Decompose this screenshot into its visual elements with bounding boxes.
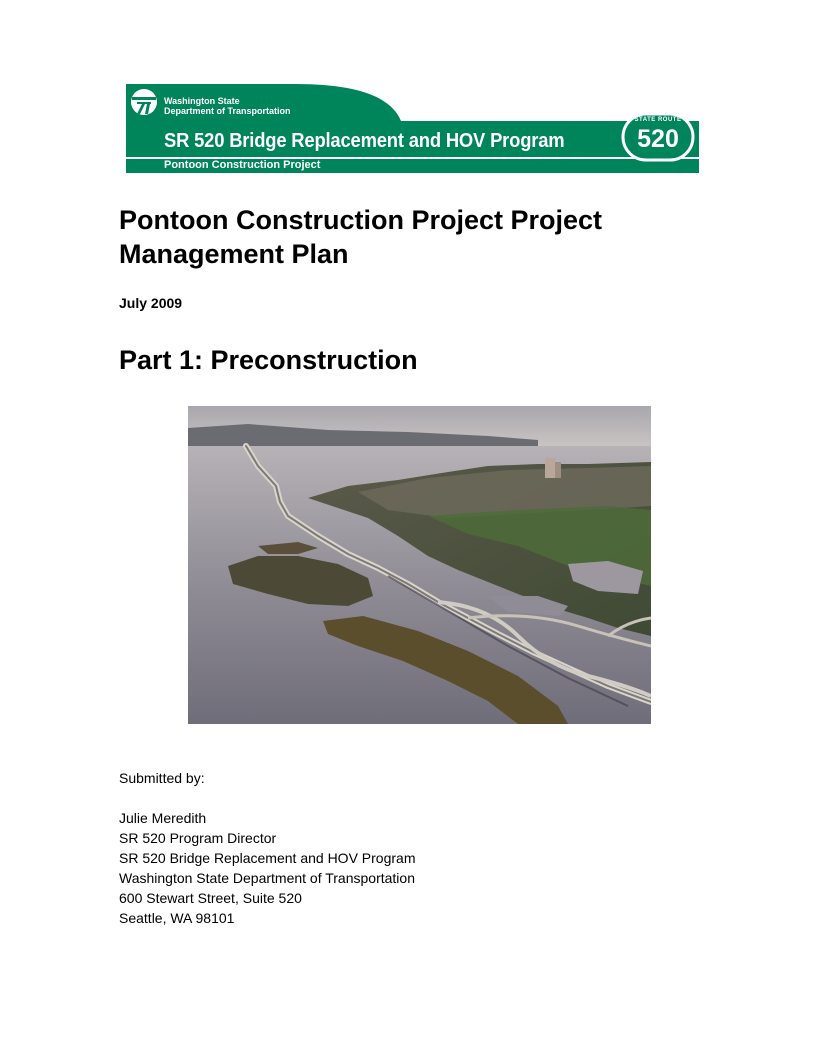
contact-block: [119, 808, 415, 928]
part-title: Part 1: Preconstruction: [119, 345, 418, 375]
program-banner: [126, 84, 699, 173]
route-shield-label: STATE ROUTE: [634, 117, 682, 123]
contact-city: Seattle, WA 98101: [119, 910, 235, 926]
document-date: July 2009: [119, 295, 183, 311]
contact-role: SR 520 Program Director: [119, 830, 277, 846]
aerial-bridge-photo: [188, 406, 651, 724]
wsdot-logo-icon: [131, 89, 157, 115]
contact-agency: Washington State Department of Transportation: [119, 870, 415, 886]
submitted-by-label: Submitted by:: [119, 770, 205, 786]
document-title: Pontoon Construction Project Project Management Plan: [119, 205, 603, 269]
project-subtitle: Pontoon Construction Project: [164, 159, 321, 171]
route-number: 520: [637, 125, 679, 153]
contact-name: Julie Meredith: [119, 810, 207, 826]
agency-name-line1: Washington State: [164, 96, 240, 106]
agency-name-line2: Department of Transportation: [164, 106, 291, 116]
contact-program: SR 520 Bridge Replacement and HOV Program: [119, 850, 416, 866]
program-title: SR 520 Bridge Replacement and HOV Program: [164, 130, 565, 152]
contact-address: 600 Stewart Street, Suite 520: [119, 890, 302, 906]
